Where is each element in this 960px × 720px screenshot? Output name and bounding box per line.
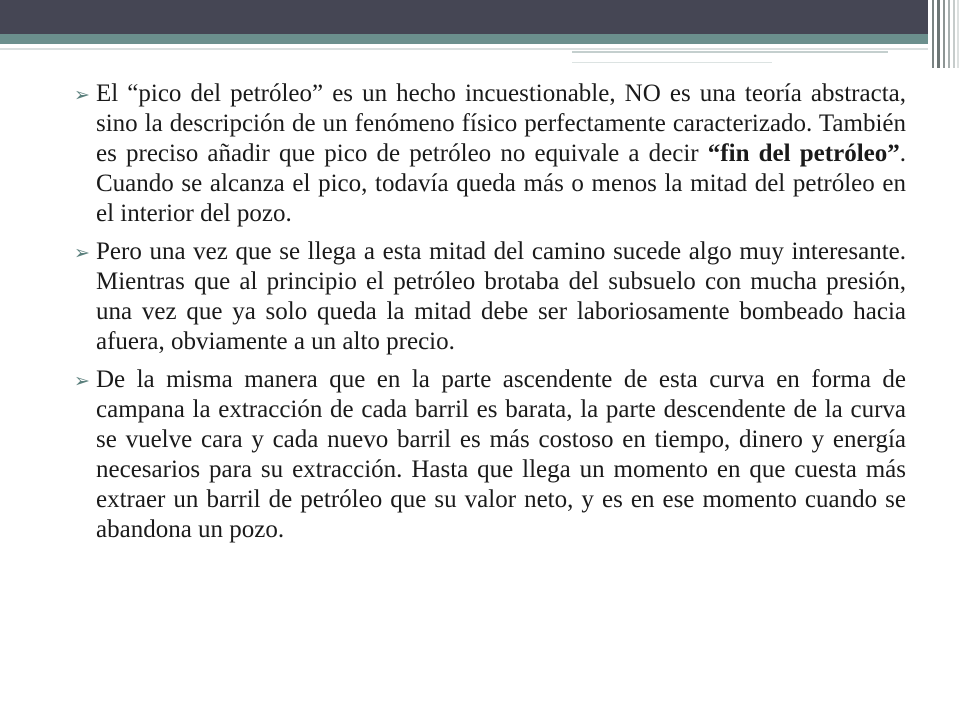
bullet-list [74, 79, 906, 553]
bullet-text: El “pico del petróleo” es un hecho incuestionable, NO es una teoría abstracta, sino la descripción de un fenómeno físico perfectamente caracterizado. También es preciso añadir que pico de petróleo no equivale a decir [96, 80, 906, 167]
bullet-text-bold: “fin del petróleo” [707, 140, 900, 167]
bullet-text: . Cuando se alcanza el pico, todavía queda más o menos la mitad del petróleo en el interior del pozo. [96, 140, 906, 227]
bullet-item [74, 237, 906, 357]
arrow-bullet-icon: ➢ [74, 370, 90, 392]
arrow-bullet-icon: ➢ [74, 84, 90, 106]
header-band [0, 0, 928, 34]
header-divider-line-thin [572, 62, 772, 63]
corner-decoration [928, 0, 960, 68]
header-divider-line [0, 48, 928, 50]
header-divider-line-short [572, 51, 888, 53]
bullet-text: De la misma manera que en la parte ascendente de esta curva en forma de campana la extracción de cada barril es barata, la parte descendente de la curva se vuelve cara y cada nuevo barril es más costoso en tiempo, dinero y energía necesarios para su extracción. Hasta que llega un momento en que cuesta más extraer un barril de petróleo que su valor neto, y es en ese momento cuando se abandona un pozo. [96, 366, 906, 543]
arrow-bullet-icon: ➢ [74, 242, 90, 264]
header-accent-band [0, 34, 928, 44]
bullet-item [74, 79, 906, 229]
bullet-text: Pero una vez que se llega a esta mitad del camino sucede algo muy interesante. Mientras que al principio el petróleo brotaba del subsuelo con mucha presión, una vez que ya solo queda la mitad debe ser laboriosamente bombeado hacia afuera, obviamente a un alto precio. [96, 238, 906, 355]
bullet-item [74, 365, 906, 545]
